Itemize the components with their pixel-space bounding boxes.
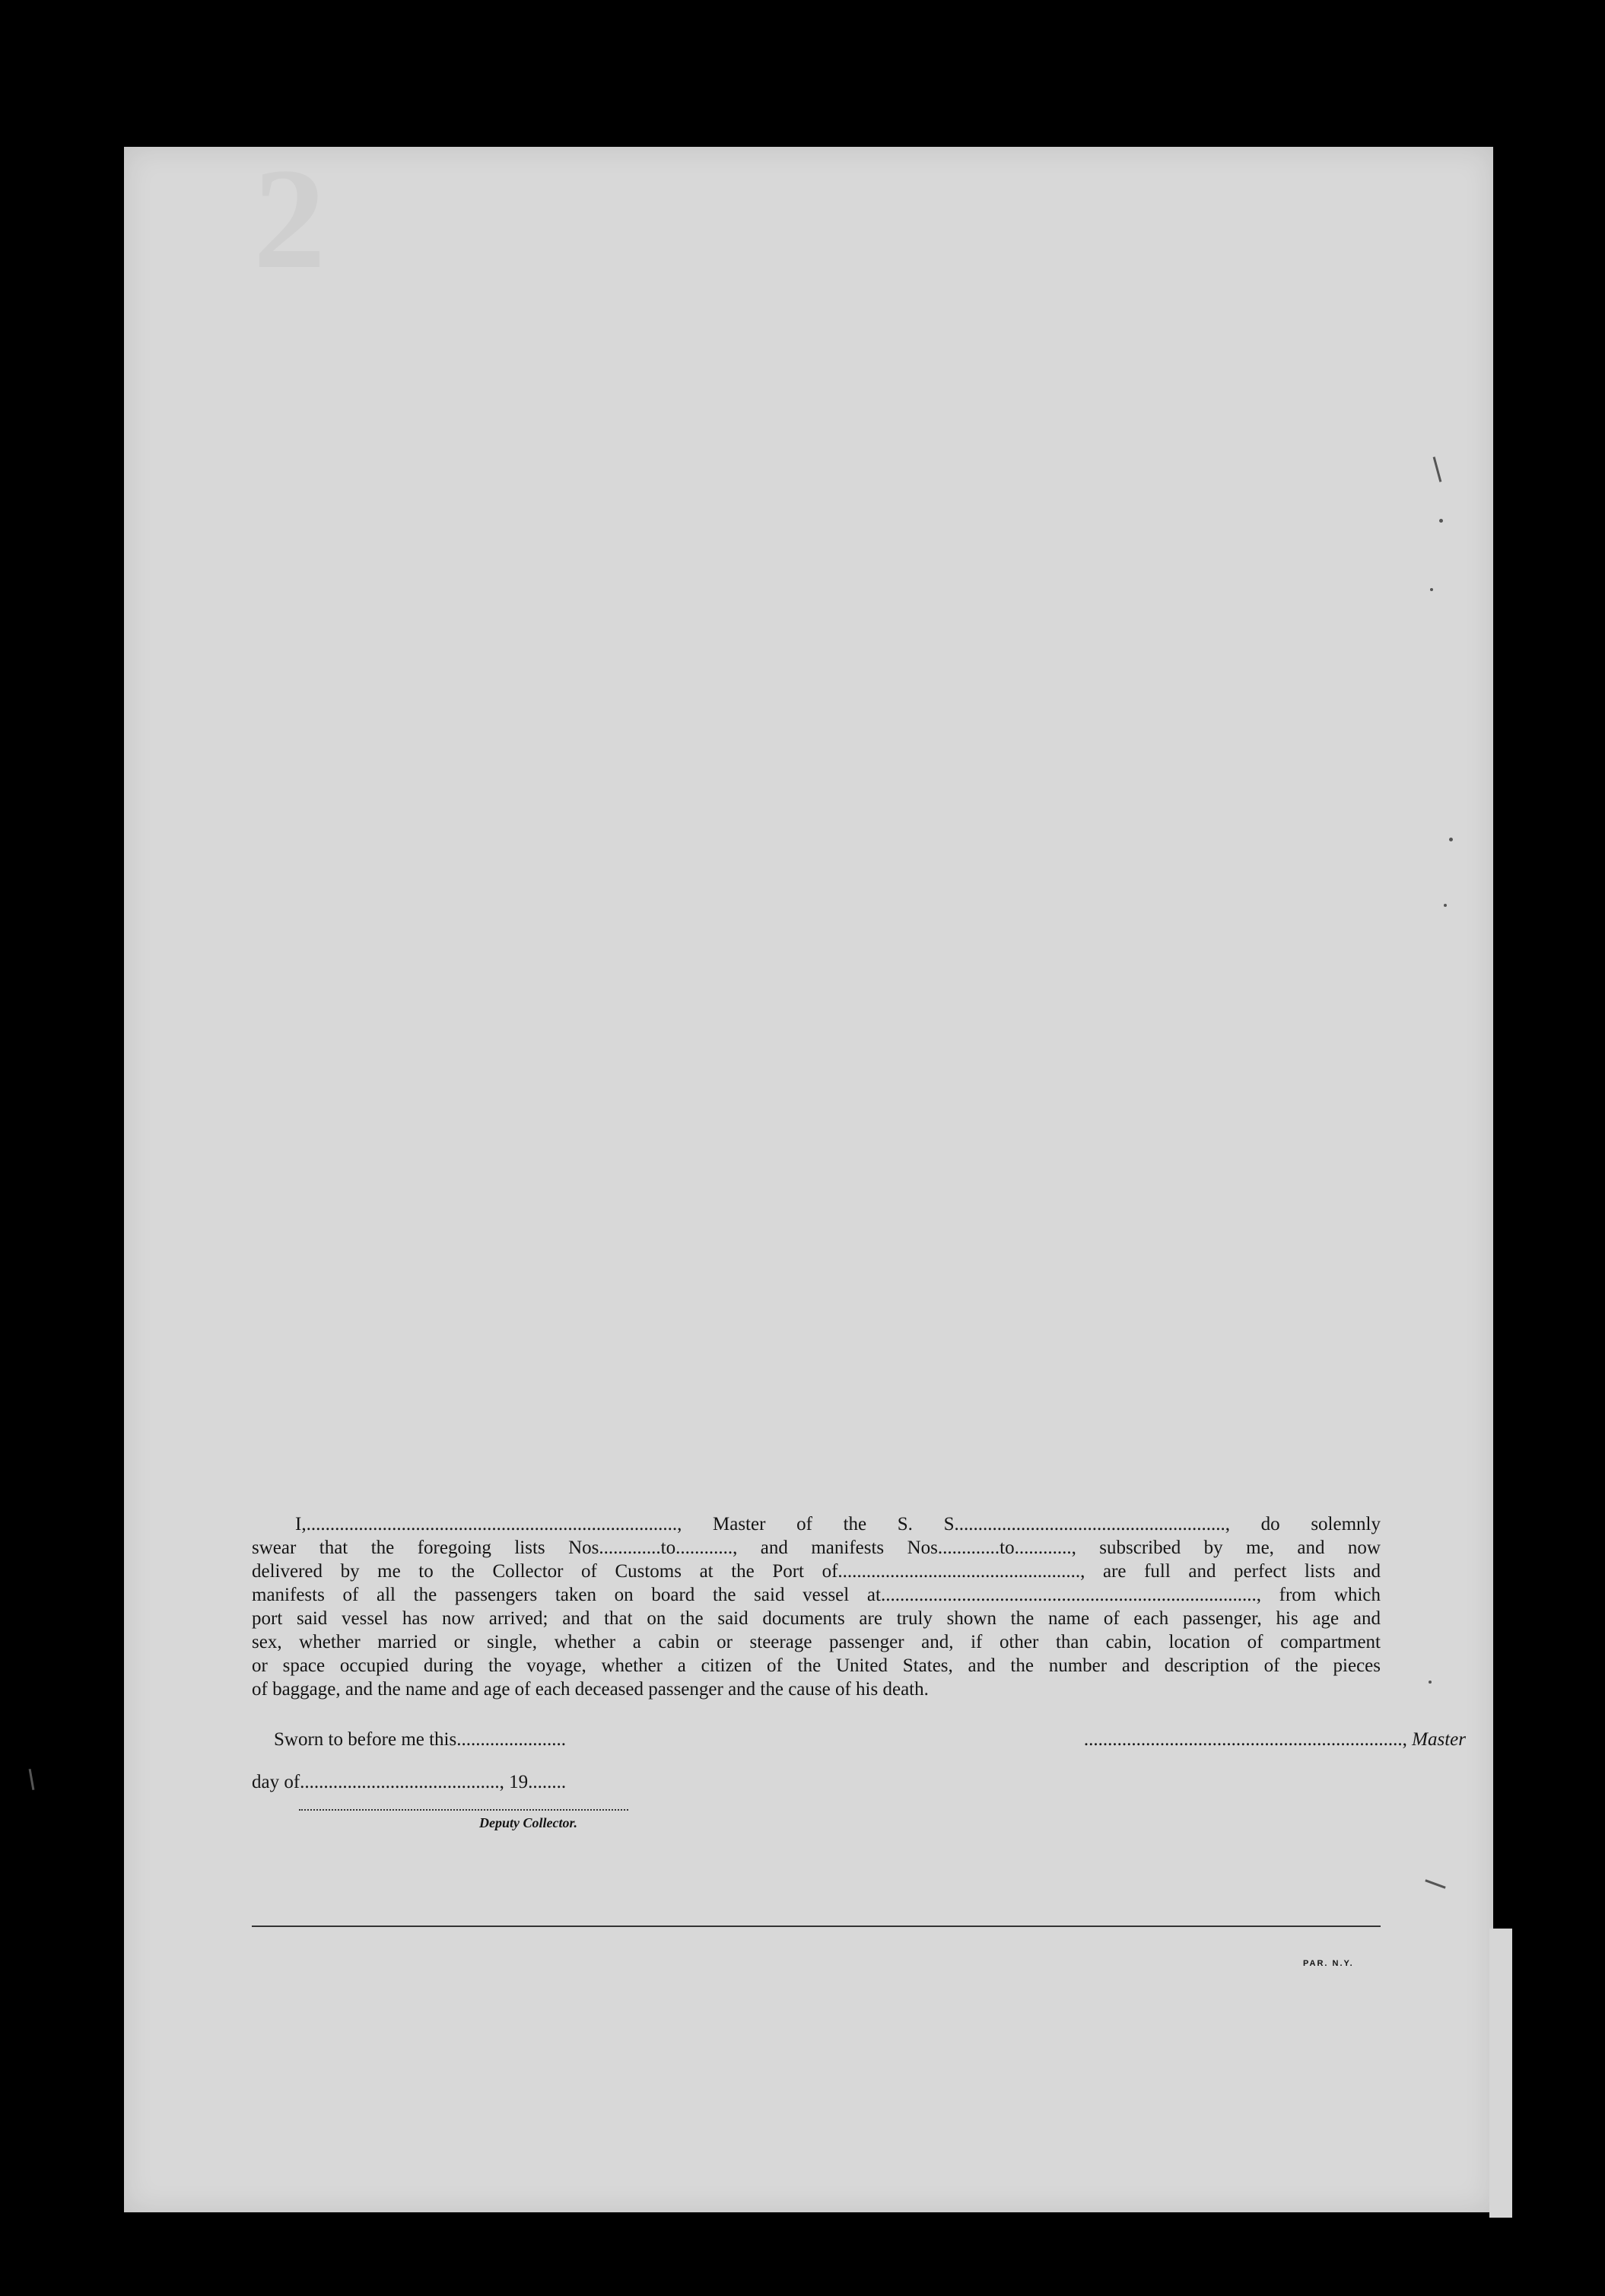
faint-bleedthrough-numeral: 2 (253, 139, 326, 299)
margin-speck (1449, 838, 1453, 841)
oath-paragraph (252, 1512, 1381, 1677)
sworn-line: Sworn to before me this....................... (274, 1729, 566, 1750)
oath-line: sex, whether married or single, whether a cabin or steerage passenger and, if other than cabin, location of compartment (252, 1632, 1381, 1652)
master-label: Master (1412, 1729, 1466, 1750)
manifest-page (124, 139, 1493, 2212)
printer-mark: PAR. N.Y. (1303, 1959, 1354, 1968)
margin-speck (1444, 904, 1447, 907)
day-line: day of.........................................., 19........ (252, 1772, 567, 1792)
deputy-signature-line (299, 1809, 628, 1811)
oath-line: manifests of all the passengers taken on board the said vessel at..............................................................................., from which (252, 1585, 1381, 1605)
horizontal-rule (252, 1926, 1381, 1927)
oath-line: or space occupied during the voyage, whether a citizen of the United States, and the number and description of the pieces (252, 1655, 1381, 1676)
oath-line: port said vessel has now arrived; and that on the said documents are truly shown the name of each passenger, his age and (252, 1608, 1381, 1629)
paper-edge-tab (1489, 1929, 1512, 2218)
oath-last-line: of baggage, and the name and age of each deceased passenger and the cause of his death. (252, 1679, 929, 1700)
margin-speck (1430, 588, 1433, 591)
oath-line: I,.............................................................................., Master of the S. S........................................................., do solemnly (295, 1514, 1381, 1534)
oath-line: swear that the foregoing lists Nos.............to............, and manifests Nos.............to............, subscribed by me, and now (252, 1538, 1381, 1558)
oath-line: delivered by me to the Collector of Customs at the Port of..................................................., are full and perfect lists and (252, 1561, 1381, 1582)
margin-speck (1429, 1681, 1432, 1684)
margin-speck (1439, 519, 1443, 523)
master-dots: ..................................................................., (1083, 1729, 1407, 1750)
master-signature-line (1084, 1729, 1466, 1751)
margin-speck (29, 1769, 35, 1790)
deputy-collector-label: Deputy Collector. (479, 1815, 577, 1830)
